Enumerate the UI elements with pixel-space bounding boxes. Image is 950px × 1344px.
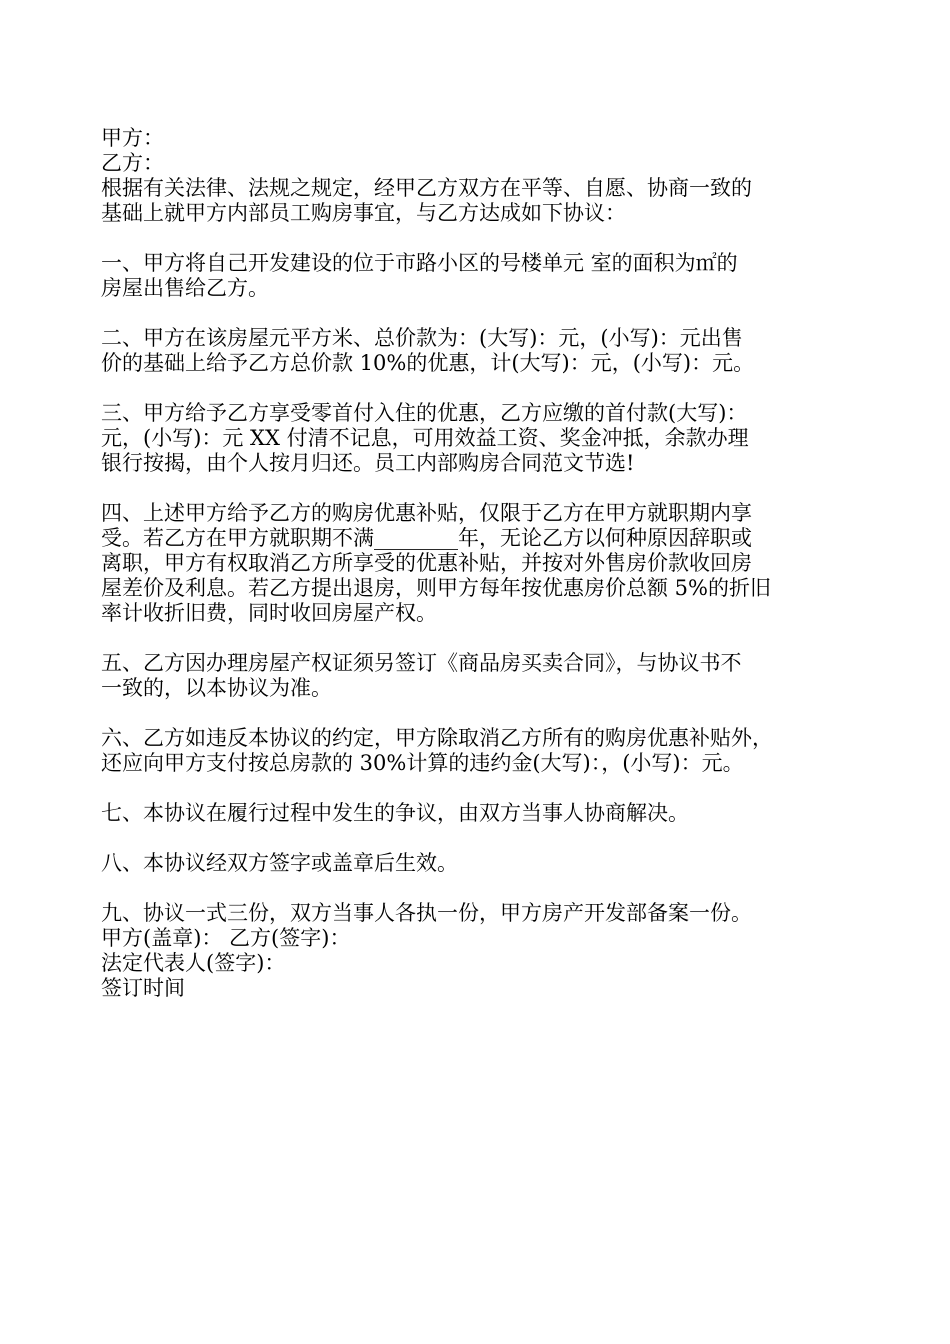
intro-line: 根据有关法律、法规之规定，经甲乙方双方在平等、自愿、协商一致的 [101,176,752,200]
clause-line: 七、本协议在履行过程中发生的争议，由双方当事人协商解决。 [101,801,689,825]
intro-paragraph [101,176,871,226]
clause-line: 屋差价及利息。若乙方提出退房，则甲方每年按优惠房价总额 5%的折旧 [101,576,771,600]
clause-line: 九、协议一式三份，双方当事人各执一份，甲方房产开发部备案一份。 [101,901,752,925]
clause-line: 一致的，以本协议为准。 [101,676,332,700]
document-page [101,126,871,1001]
clause-7 [101,801,871,826]
clause-line: 一、甲方将自己开发建设的位于市路小区的号楼单元 室的面积为㎡的 [101,251,738,275]
intro-line: 基础上就甲方内部员工购房事宜，与乙方达成如下协议： [101,201,626,225]
clause-8 [101,851,871,876]
clause-2 [101,326,871,376]
clause-line: 率计收折旧费，同时收回房屋产权。 [101,601,437,625]
signature-legal-rep: 法定代表人(签字)： [101,951,286,975]
clause-line: 离职，甲方有权取消乙方所享受的优惠补贴，并按对外售房价款收回房 [101,551,752,575]
clause-line: 五、乙方因办理房屋产权证须另签订《商品房买卖合同》，与协议书不 [101,651,742,675]
clause-line: 还应向甲方支付按总房款的 30%计算的违约金(大写)：，(小写)：元。 [101,751,744,775]
signature-date: 签订时间 [101,976,185,1000]
clause-line: 六、乙方如违反本协议的约定，甲方除取消乙方所有的购房优惠补贴外， [101,726,773,750]
clause-line: 受。若乙方在甲方就职期不满________年，无论乙方以何种原因辞职或 [101,526,752,550]
clause-line: 银行按揭，由个人按月归还。员工内部购房合同范文节选! [101,451,635,475]
clause-5 [101,651,871,701]
clause-9 [101,901,871,926]
party-a-line: 甲方： [101,126,164,150]
clause-line: 八、本协议经双方签字或盖章后生效。 [101,851,458,875]
clause-line: 四、上述甲方给予乙方的购房优惠补贴，仅限于乙方在甲方就职期内享 [101,501,752,525]
clause-1 [101,251,871,301]
clause-line: 元，(小写)：元 XX 付清不记息，可用效益工资、奖金冲抵，余款办理 [101,426,749,450]
signature-parties: 甲方(盖章)： 乙方(签字)： [101,926,351,950]
party-b-line: 乙方： [101,151,164,175]
clause-3 [101,401,871,476]
clause-line: 价的基础上给予乙方总价款 10%的优惠，计(大写)：元，(小写)：元。 [101,351,755,375]
clause-line: 二、甲方在该房屋元平方米、总价款为：(大写)：元，(小写)：元出售 [101,326,743,350]
clause-6 [101,726,871,776]
clause-line: 房屋出售给乙方。 [101,276,269,300]
clause-4 [101,501,871,626]
clause-line: 三、甲方给予乙方享受零首付入住的优惠，乙方应缴的首付款(大写)： [101,401,748,425]
